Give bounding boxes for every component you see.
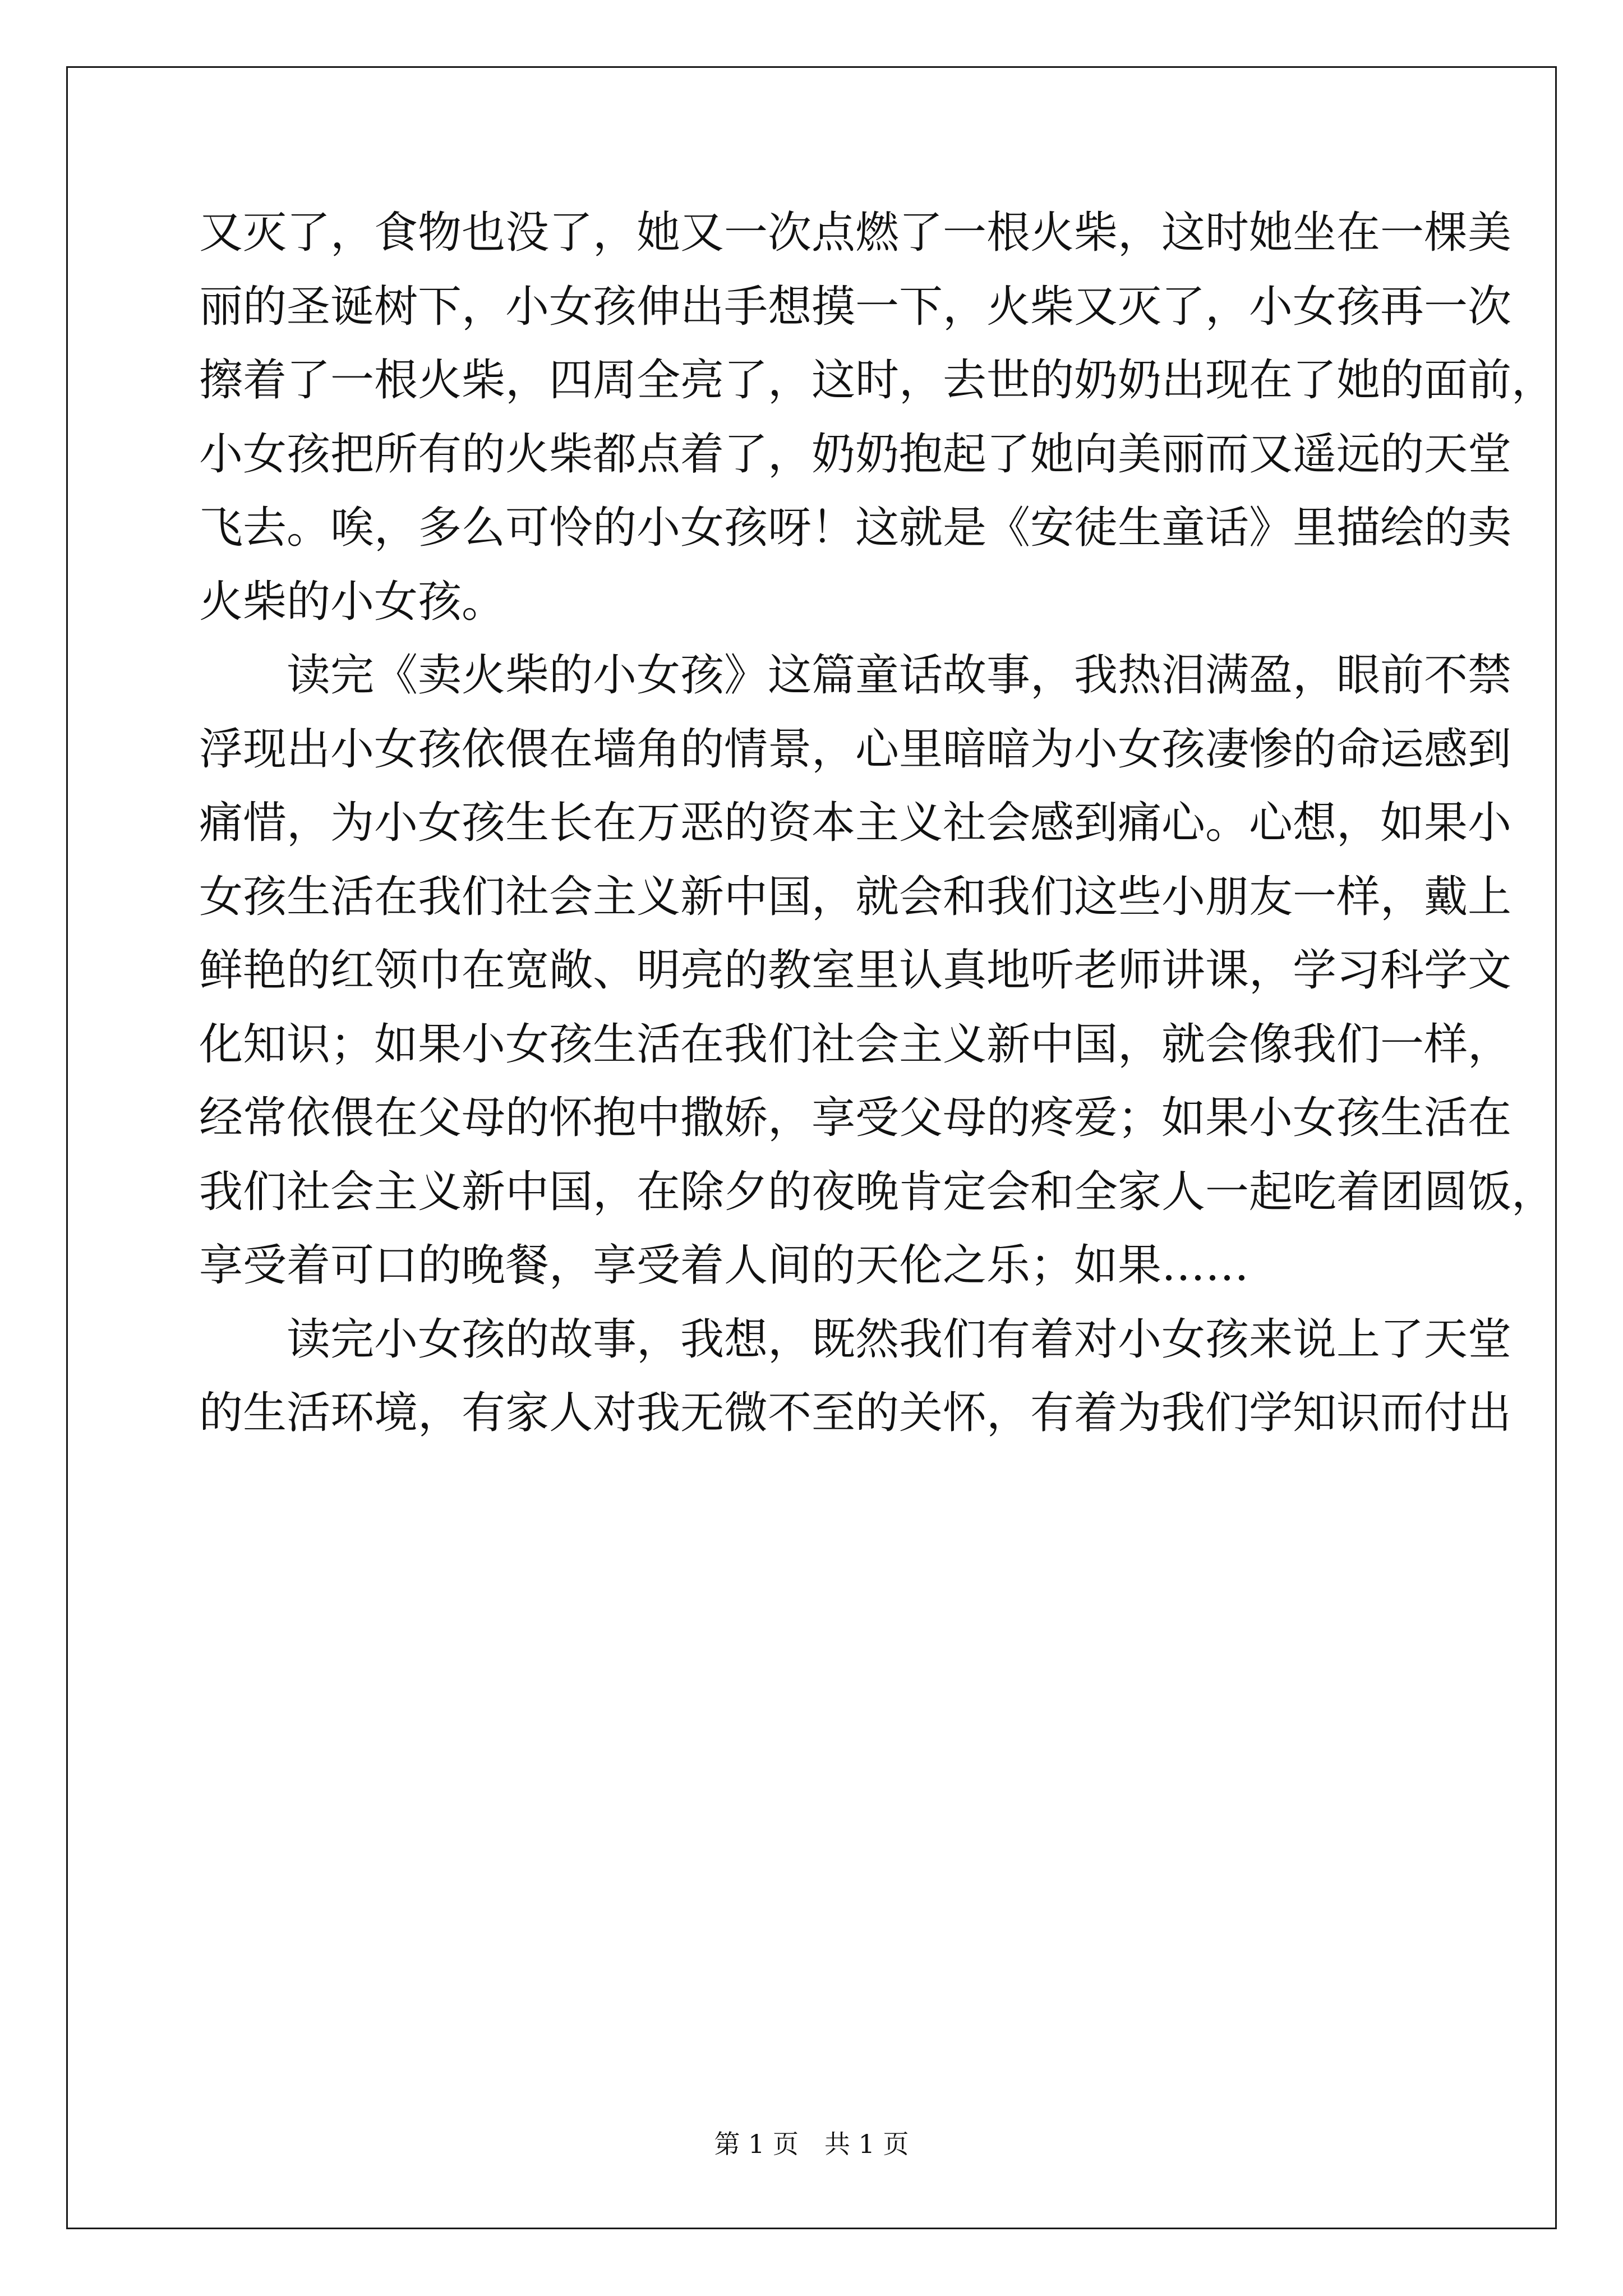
text-line: 经常依偎在父母的怀抱中撒娇，享受父母的疼爱；如果小女孩生活在 bbox=[199, 1093, 1512, 1143]
text-line: 的生活环境，有家人对我无微不至的关怀，有着为我们学知识而付出 bbox=[199, 1388, 1512, 1438]
text-line: 痛惜，为小女孩生长在万恶的资本主义社会感到痛心。心想，如果小 bbox=[199, 798, 1512, 848]
text-line: 读完小女孩的故事，我想，既然我们有着对小女孩来说上了天堂 bbox=[199, 1314, 1512, 1365]
text-line: 读完《卖火柴的小女孩》这篇童话故事，我热泪满盈，眼前不禁 bbox=[199, 650, 1512, 701]
text-line: 飞去。唉，多么可怜的小女孩呀！这就是《安徒生童话》里描绘的卖 bbox=[199, 503, 1512, 553]
text-line: 女孩生活在我们社会主义新中国，就会和我们这些小朋友一样，戴上 bbox=[199, 871, 1512, 922]
text-line: 浮现出小女孩依偎在墙角的情景，心里暗暗为小女孩凄惨的命运感到 bbox=[199, 724, 1512, 775]
text-line: 享受着可口的晚餐，享受着人间的天伦之乐；如果…… bbox=[199, 1240, 1249, 1291]
text-line: 鲜艳的红领巾在宽敞、明亮的教室里认真地听老师讲课，学习科学文 bbox=[199, 945, 1512, 996]
text-line: 小女孩把所有的火柴都点着了，奶奶抱起了她向美丽而又遥远的天堂 bbox=[199, 429, 1512, 480]
text-line: 又灭了，食物也没了，她又一次点燃了一根火柴，这时她坐在一棵美 bbox=[199, 208, 1512, 258]
text-line: 擦着了一根火柴，四周全亮了，这时，去世的奶奶出现在了她的面前， bbox=[199, 355, 1556, 406]
page-footer: 第 1 页 共 1 页 bbox=[714, 2129, 909, 2159]
text-line: 火柴的小女孩。 bbox=[199, 576, 506, 627]
text-line: 丽的圣诞树下，小女孩伸出手想摸一下，火柴又灭了，小女孩再一次 bbox=[199, 281, 1512, 332]
text-line: 化知识；如果小女孩生活在我们社会主义新中国，就会像我们一样， bbox=[199, 1019, 1512, 1070]
text-line: 我们社会主义新中国，在除夕的夜晚肯定会和全家人一起吃着团圆饭， bbox=[199, 1166, 1556, 1217]
document-body bbox=[199, 196, 1556, 1451]
